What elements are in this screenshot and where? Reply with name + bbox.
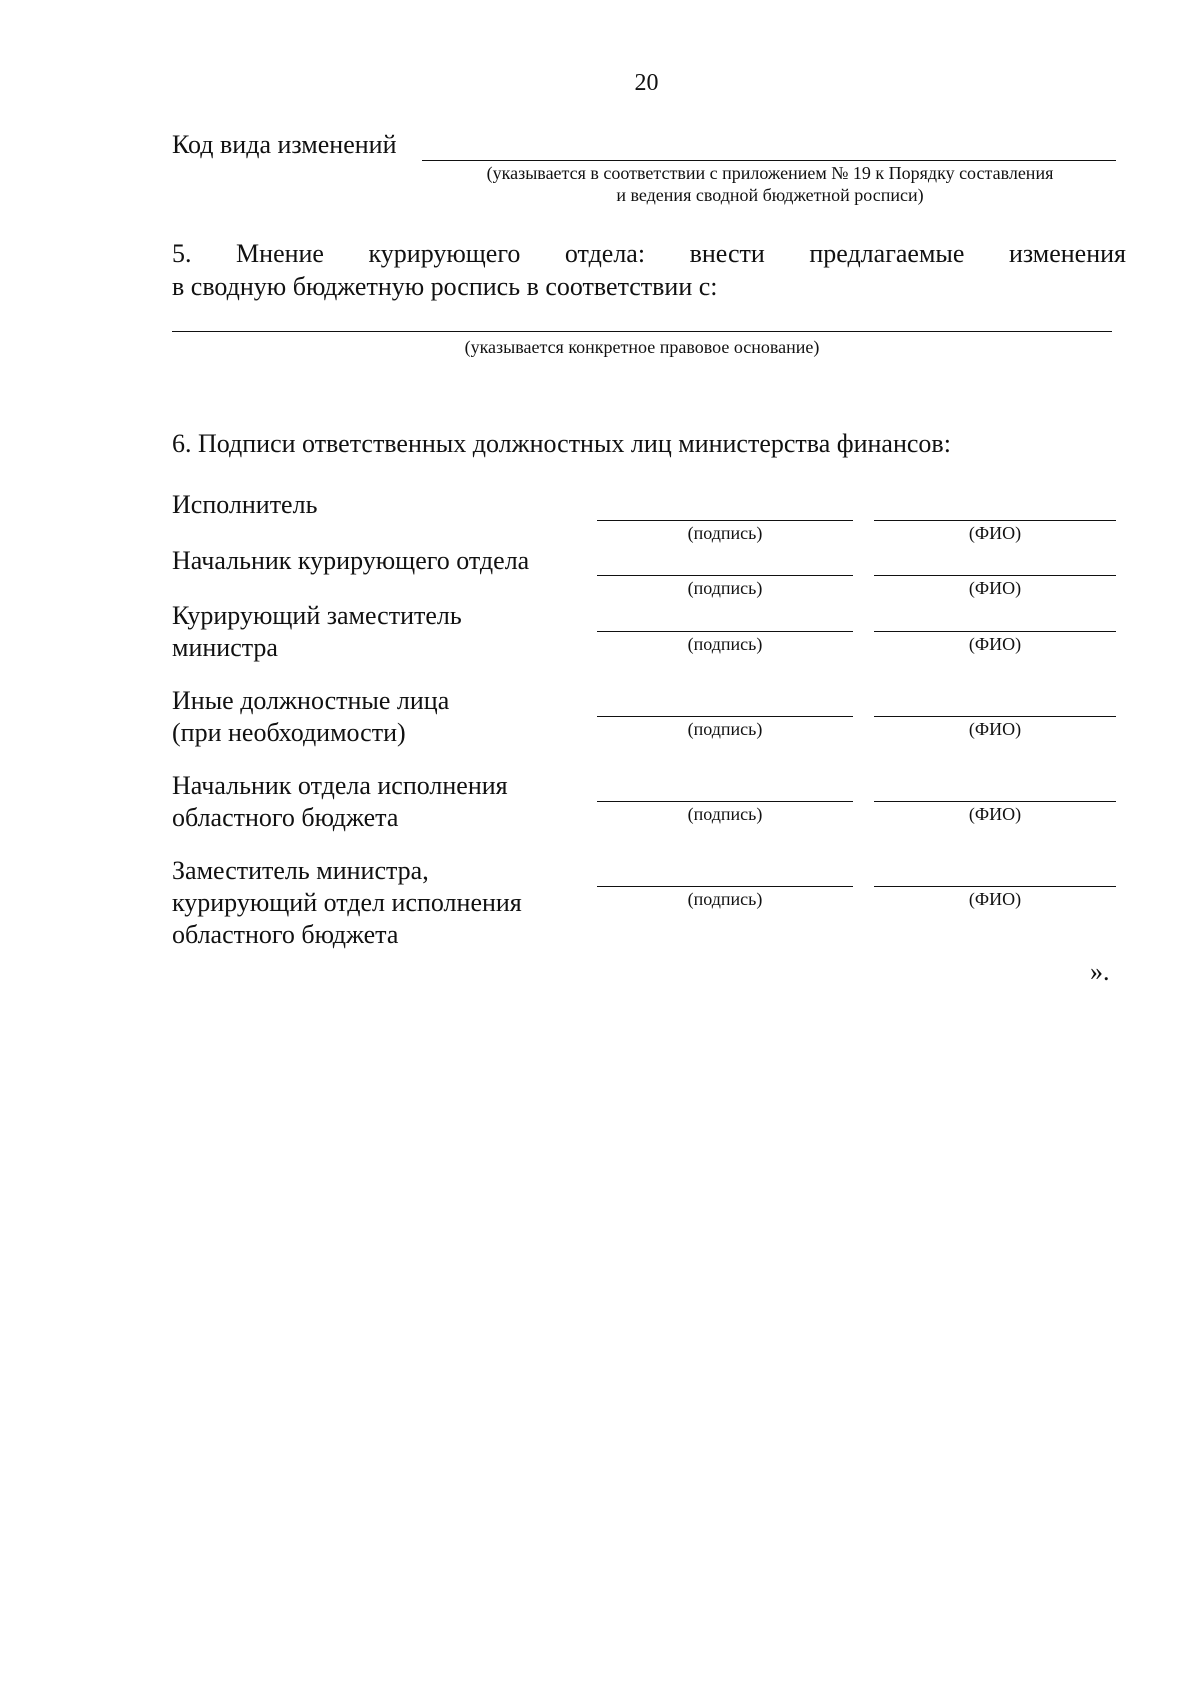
label-line: Иные должностные лица [172, 686, 450, 715]
label-line: Курирующий заместитель [172, 601, 462, 630]
section5-word: Мнение [236, 239, 324, 268]
label-line: Заместитель министра, [172, 856, 429, 885]
signature-caption: (подпись) [687, 634, 763, 654]
label-line: (при необходимости) [172, 718, 406, 747]
section5-word: отдела: [564, 239, 646, 268]
signature-input-line[interactable] [597, 631, 853, 632]
signature-input-line[interactable] [597, 801, 853, 802]
change-code-label: Код вида изменений [172, 130, 397, 159]
label-line: областного бюджета [172, 803, 399, 832]
name-caption: (ФИО) [968, 719, 1022, 739]
signature-caption: (подпись) [687, 719, 763, 739]
change-code-input-line[interactable] [422, 160, 1116, 161]
section5-word: изменения [1008, 239, 1126, 268]
page-number: 20 [634, 70, 659, 96]
legal-basis-hint: (указывается конкретное правовое основание) [464, 337, 820, 357]
section5-word: внести [689, 239, 765, 268]
section5-line1 [172, 237, 1126, 271]
section5-word: предлагаемые [809, 239, 965, 268]
label-line: Исполнитель [172, 490, 318, 519]
signature-row-label [172, 600, 462, 664]
label-line: курирующий отдел исполнения [172, 888, 522, 917]
closing-quote: ». [1090, 957, 1110, 986]
name-input-line[interactable] [874, 716, 1116, 717]
signature-input-line[interactable] [597, 575, 853, 576]
name-caption: (ФИО) [968, 804, 1022, 824]
name-caption: (ФИО) [968, 578, 1022, 598]
label-line: Начальник отдела исполнения [172, 771, 508, 800]
signature-caption: (подпись) [687, 523, 763, 543]
name-caption: (ФИО) [968, 523, 1022, 543]
name-caption: (ФИО) [968, 889, 1022, 909]
label-line: министра [172, 633, 278, 662]
signature-caption: (подпись) [687, 578, 763, 598]
label-line: областного бюджета [172, 920, 399, 949]
signature-row-label [172, 545, 529, 577]
legal-basis-input-line[interactable] [172, 331, 1112, 332]
signature-row-label [172, 685, 449, 749]
signature-input-line[interactable] [597, 716, 853, 717]
signature-input-line[interactable] [597, 886, 853, 887]
section6-heading: 6. Подписи ответственных должностных лиц министерства финансов: [172, 429, 951, 458]
signature-row-label [172, 770, 508, 834]
name-input-line[interactable] [874, 631, 1116, 632]
section5-word: 5. [172, 239, 192, 268]
name-caption: (ФИО) [968, 634, 1022, 654]
signature-caption: (подпись) [687, 889, 763, 909]
name-input-line[interactable] [874, 575, 1116, 576]
label-line: Начальник курирующего отдела [172, 546, 530, 575]
section5-line2: в сводную бюджетную роспись в соответствии с: [172, 272, 718, 301]
signature-row-label [172, 489, 317, 521]
signature-caption: (подпись) [687, 804, 763, 824]
name-input-line[interactable] [874, 886, 1116, 887]
signature-row-label [172, 855, 522, 951]
change-code-hint-line1: (указывается в соответствии с приложением № 19 к Порядку составления [486, 163, 1054, 183]
signature-input-line[interactable] [597, 520, 853, 521]
name-input-line[interactable] [874, 520, 1116, 521]
name-input-line[interactable] [874, 801, 1116, 802]
section5-word: курирующего [368, 239, 521, 268]
change-code-hint-line2: и ведения сводной бюджетной росписи) [616, 185, 924, 205]
